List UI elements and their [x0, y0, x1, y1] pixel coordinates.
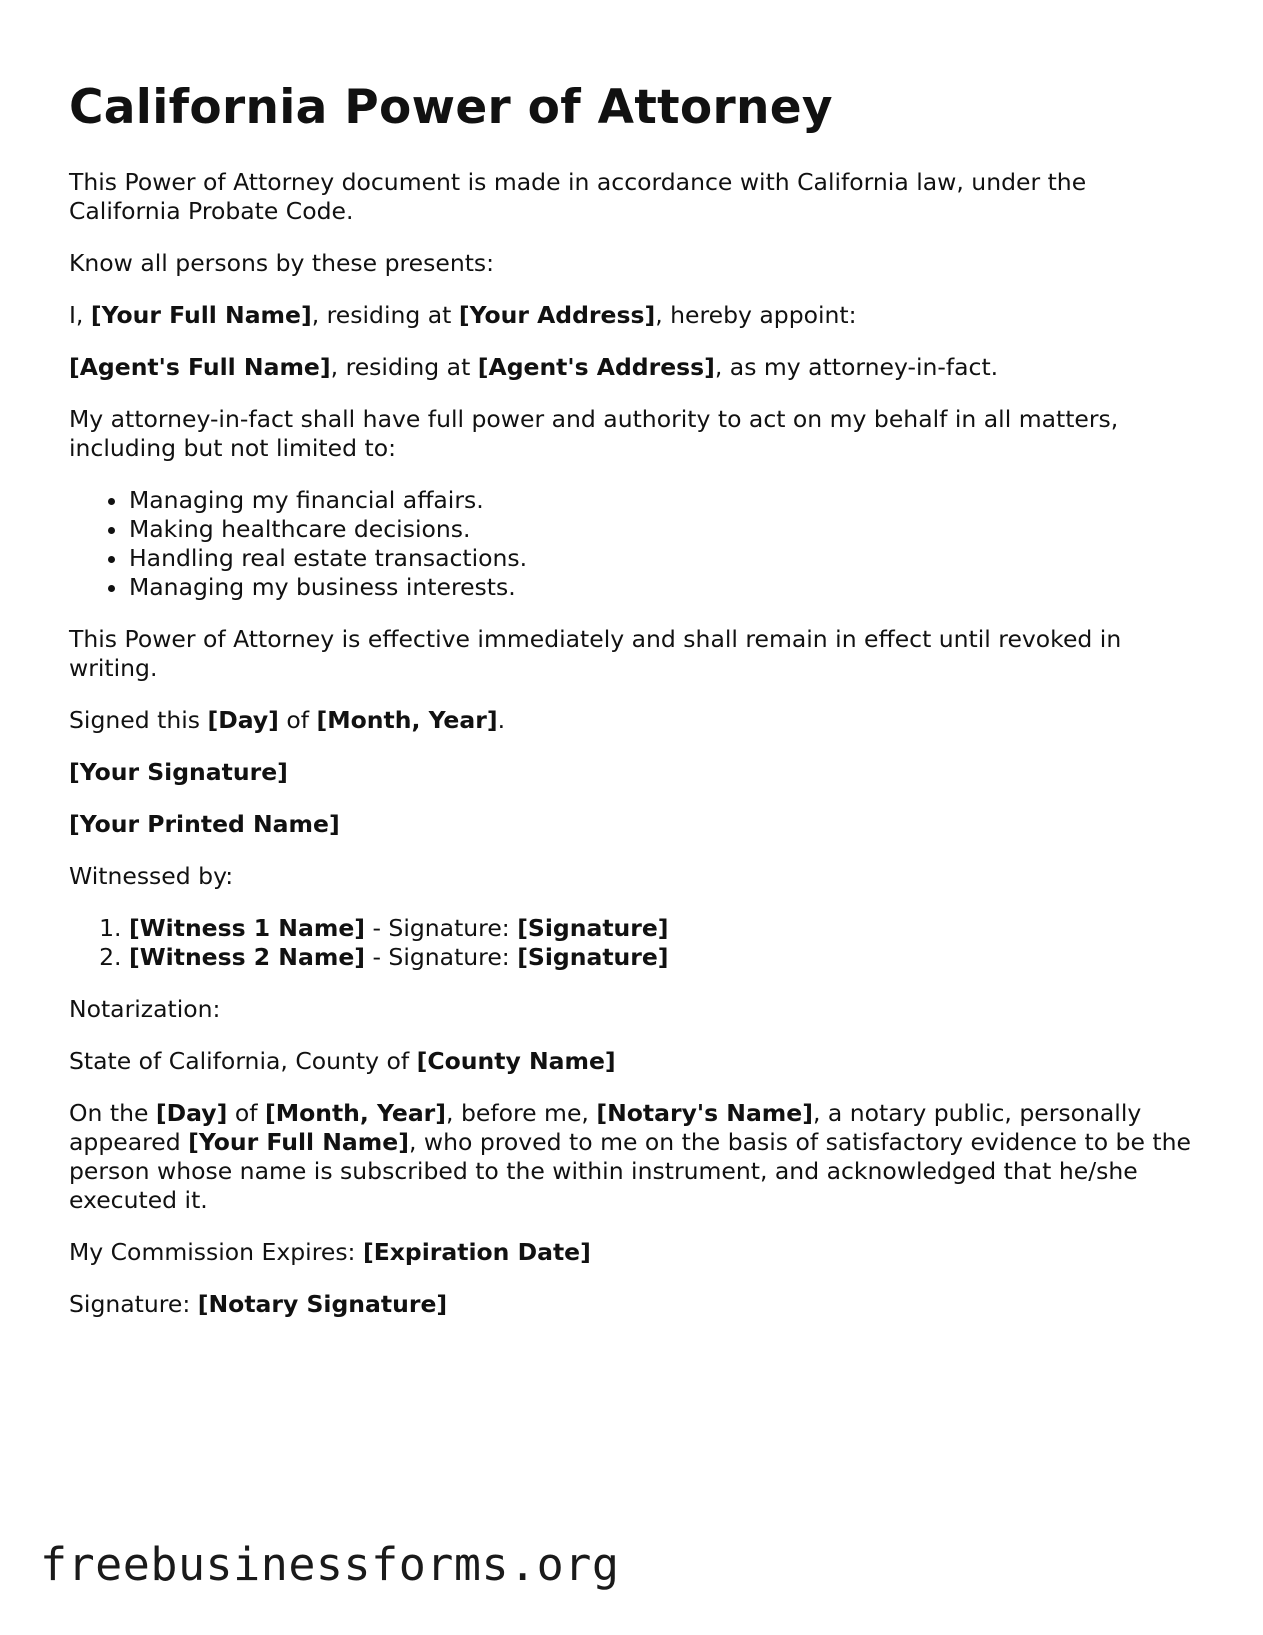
notary-day-placeholder: [Day] — [155, 1099, 228, 1128]
witness-1-name-placeholder: [Witness 1 Name] — [129, 914, 365, 943]
signed-paragraph — [69, 706, 1199, 735]
powers-intro-paragraph: My attorney-in-fact shall have full power and authority to act on my behalf in all matters, including but not limited to: — [69, 405, 1119, 463]
notarization-label: Notarization: — [69, 995, 221, 1024]
principal-name-placeholder: [Your Full Name] — [90, 301, 312, 330]
signed-suffix: . — [497, 706, 506, 735]
witnessed-by-label: Witnessed by: — [69, 862, 234, 891]
list-item — [129, 914, 1199, 943]
list-item: • Managing my financial affairs. — [129, 486, 1199, 515]
footer-watermark: freebusinessforms.org — [40, 1538, 620, 1591]
agent-address-placeholder: [Agent's Address] — [477, 353, 715, 382]
witness-2-name-placeholder: [Witness 2 Name] — [129, 943, 365, 972]
list-item: • Handling real estate transactions. — [129, 544, 1199, 573]
state-county-paragraph — [69, 1047, 1199, 1076]
notary-name-placeholder: [Notary's Name] — [596, 1099, 813, 1128]
expiration-date-placeholder: [Expiration Date] — [362, 1238, 591, 1267]
notary-signature-paragraph — [69, 1290, 1199, 1319]
commission-paragraph — [69, 1238, 1199, 1267]
list-item: • Managing my business interests. — [129, 573, 1199, 602]
signed-day-placeholder: [Day] — [207, 706, 279, 735]
list-item: • Making healthcare decisions. — [129, 515, 1199, 544]
signed-month-year-placeholder: [Month, Year] — [316, 706, 498, 735]
notary-text-5: , who proved to me on the basis of satisfactory evidence to be the person whose name is subscribed to the within instrument, and acknowledged that he/she executed it. — [69, 1128, 1191, 1215]
agent-mid: , residing at — [330, 353, 478, 382]
witness-1-signature-placeholder: [Signature] — [517, 914, 669, 943]
page-title: California Power of Attorney — [69, 80, 833, 135]
your-printed-name-placeholder: [Your Printed Name] — [69, 810, 340, 839]
powers-list — [69, 486, 1199, 602]
list-item — [129, 943, 1199, 972]
county-name-placeholder: [County Name] — [416, 1047, 616, 1076]
signed-prefix: Signed this — [69, 706, 208, 735]
notary-signature-prefix: Signature: — [69, 1290, 198, 1319]
notary-text-3: , before me, — [446, 1099, 597, 1128]
principal-suffix: , hereby appoint: — [655, 301, 857, 330]
agent-paragraph — [69, 353, 1199, 382]
agent-name-placeholder: [Agent's Full Name] — [69, 353, 331, 382]
know-all-paragraph: Know all persons by these presents: — [69, 249, 495, 278]
notary-text-4: , a notary public, personally appeared — [69, 1099, 1142, 1157]
your-signature-line — [69, 758, 1199, 787]
witness-1-separator: - Signature: — [365, 914, 518, 943]
state-prefix: State of California, County of — [69, 1047, 417, 1076]
signed-mid: of — [278, 706, 317, 735]
principal-mid: , residing at — [311, 301, 459, 330]
intro-paragraph: This Power of Attorney document is made in accordance with California law, under the California Probate Code. — [69, 168, 1087, 226]
notary-full-name-placeholder: [Your Full Name] — [188, 1128, 409, 1157]
effective-paragraph: This Power of Attorney is effective immediately and shall remain in effect until revoked in writing. — [69, 625, 1122, 683]
witness-2-signature-placeholder: [Signature] — [517, 943, 669, 972]
document-page — [69, 80, 1199, 1342]
principal-prefix: I, — [69, 301, 91, 330]
notary-month-year-placeholder: [Month, Year] — [264, 1099, 447, 1128]
principal-address-placeholder: [Your Address] — [458, 301, 656, 330]
agent-suffix: , as my attorney-in-fact. — [714, 353, 999, 382]
notary-text-2: of — [227, 1099, 265, 1128]
notary-signature-placeholder: [Notary Signature] — [197, 1290, 448, 1319]
notary-text-1: On the — [69, 1099, 156, 1128]
your-signature-placeholder: [Your Signature] — [69, 758, 288, 787]
witness-list — [69, 914, 1199, 972]
principal-paragraph — [69, 301, 1199, 330]
commission-prefix: My Commission Expires: — [69, 1238, 363, 1267]
notary-paragraph — [69, 1099, 1199, 1215]
your-printed-name-line — [69, 810, 1199, 839]
witness-2-separator: - Signature: — [365, 943, 518, 972]
